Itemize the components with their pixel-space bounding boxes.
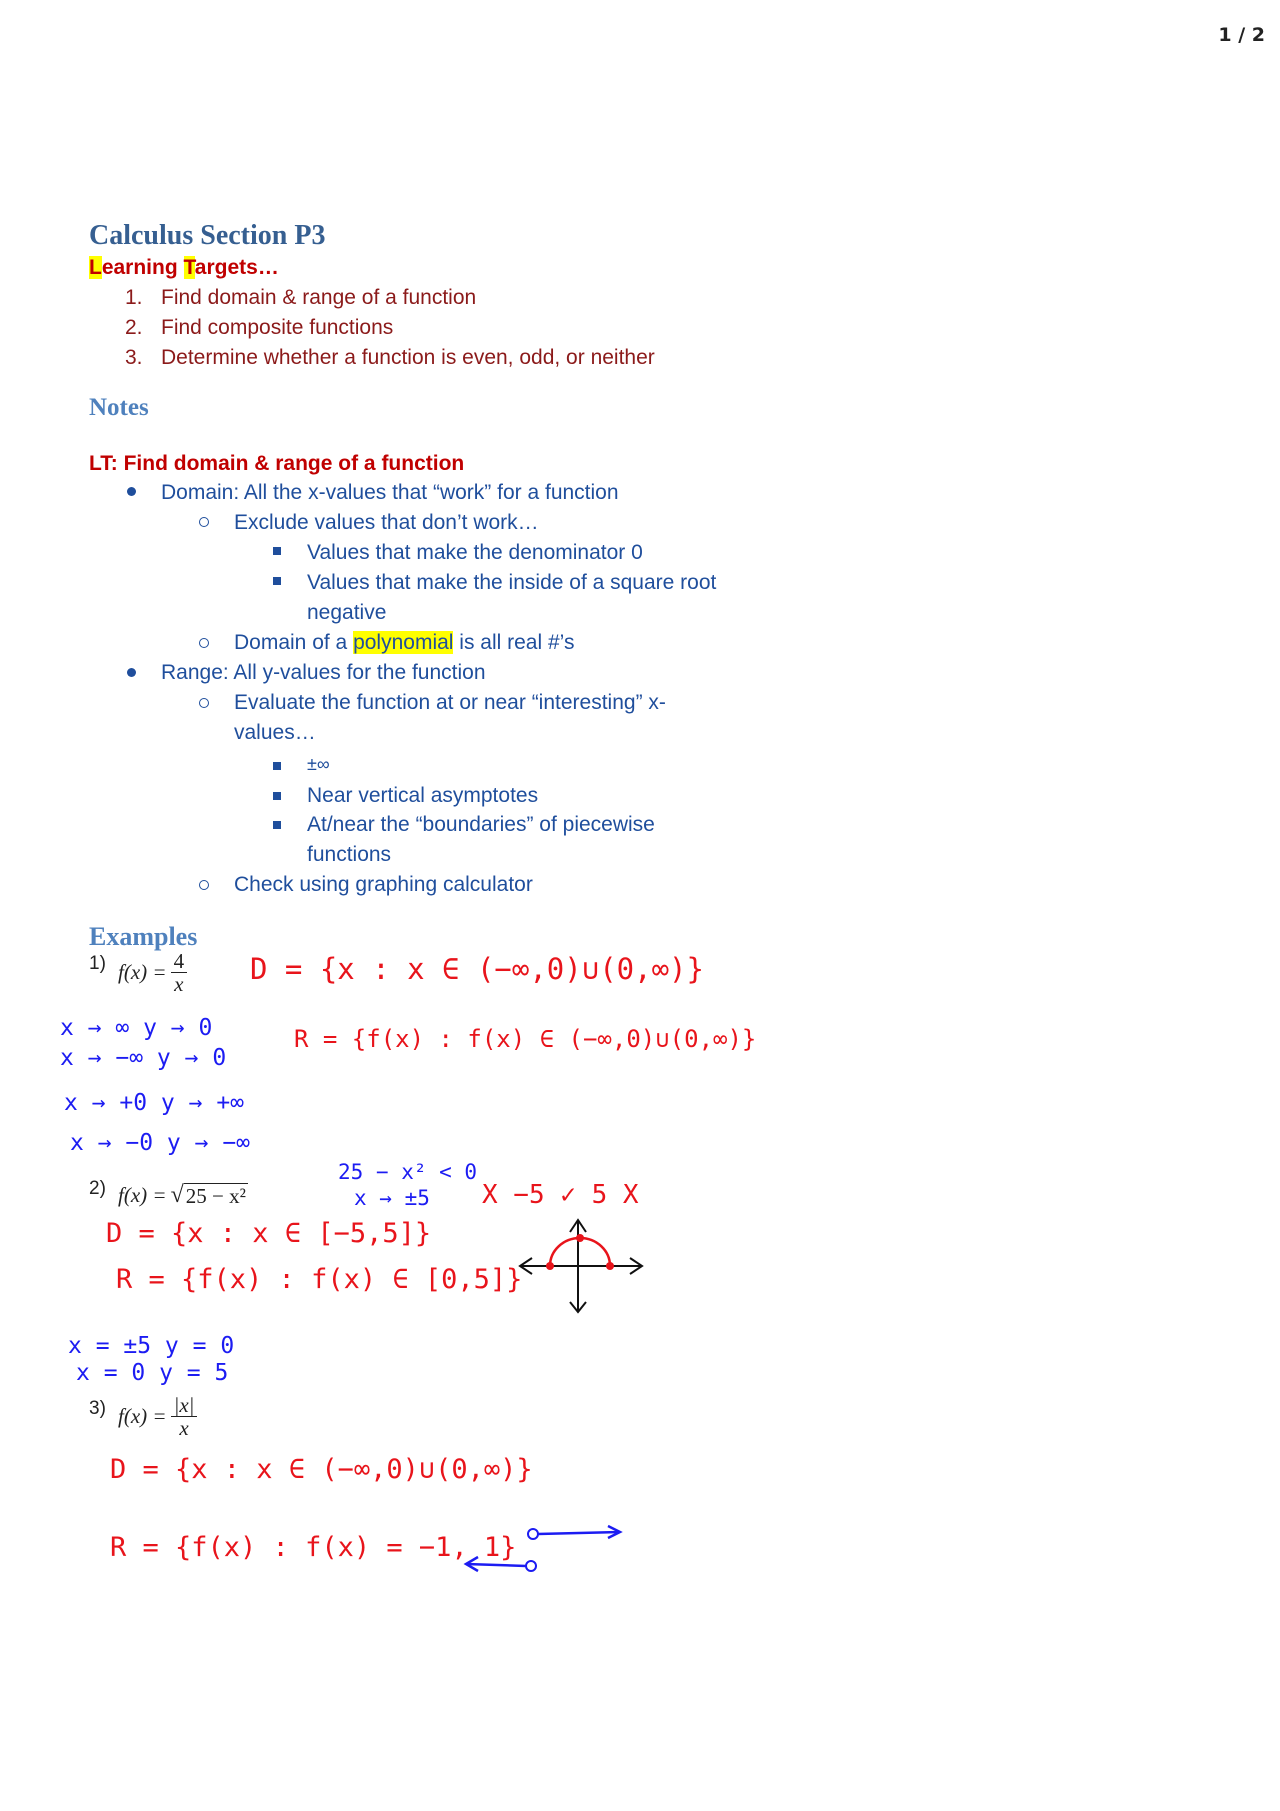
example-2-number: 2)	[89, 1178, 106, 1199]
exclude-sqrt-line1: Values that make the inside of a square root	[307, 571, 717, 594]
check-calculator: Check using graphing calculator	[234, 873, 533, 896]
ex1-note-3: x → +0 y → +∞	[64, 1090, 245, 1116]
ex1-lhs: f(x) =	[118, 960, 167, 984]
example-1-number: 1)	[89, 953, 106, 974]
ex1-range: R = {f(x) : f(x) ∈ (−∞,0)∪(0,∞)}	[294, 1025, 757, 1053]
ex2-blue-inequality: 25 − x² < 0	[338, 1160, 478, 1184]
notes-heading: Notes	[89, 394, 149, 421]
target-num-3: 3.	[125, 346, 143, 369]
range-definition: Range: All y-values for the function	[161, 661, 486, 684]
examples-heading: Examples	[89, 922, 198, 951]
eval-asymptotes: Near vertical asymptotes	[307, 784, 539, 807]
ex1-note-4: x → −0 y → −∞	[70, 1130, 251, 1156]
page-number: 1 / 2	[1218, 24, 1265, 46]
highlight-l: L	[89, 256, 102, 279]
target-num-1: 1.	[125, 286, 143, 309]
ex3-numerator: |x|	[171, 1394, 198, 1417]
ex1-domain: D = {x : x ∈ (−∞,0)∪(0,∞)}	[250, 952, 704, 986]
ex3-denominator: x	[179, 1416, 189, 1440]
exclude-denominator: Values that make the denominator 0	[307, 541, 643, 564]
ex2-lhs: f(x) =	[118, 1183, 167, 1207]
sqrt-icon: √	[170, 1182, 184, 1208]
heading-part-1: earning	[101, 256, 184, 279]
page-title: Calculus Section P3	[89, 220, 326, 251]
eval-boundaries-line1: At/near the “boundaries” of piecewise	[307, 813, 655, 836]
lt-heading: LT: Find domain & range of a function	[89, 452, 465, 475]
ex3-domain: D = {x : x ∈ (−∞,0)∪(0,∞)}	[110, 1454, 533, 1485]
poly-after: is all real #’s	[453, 631, 575, 654]
ex3-lhs: f(x) =	[118, 1404, 167, 1428]
step-graph-icon	[466, 1526, 620, 1571]
ex2-domain: D = {x : x ∈ [−5,5]}	[106, 1218, 432, 1249]
exclude-sqrt-line2: negative	[307, 601, 387, 624]
target-num-2: 2.	[125, 316, 143, 339]
poly-highlight: polynomial	[353, 631, 454, 654]
target-3: Determine whether a function is even, odd, or neither	[161, 346, 655, 369]
target-2: Find composite functions	[161, 316, 394, 339]
ex2-blue-boundary: x → ±5	[354, 1186, 430, 1210]
ex2-note-2: x = 0 y = 5	[76, 1360, 229, 1386]
target-1: Find domain & range of a function	[161, 286, 477, 309]
semicircle-graph-icon	[520, 1220, 642, 1312]
highlight-t: T	[183, 256, 195, 279]
evaluate-line1: Evaluate the function at or near “interesting” x-	[234, 691, 666, 714]
ex2-radicand: 25 − x²	[185, 1183, 246, 1208]
eval-boundaries-line2: functions	[307, 843, 392, 866]
example-3-number: 3)	[89, 1398, 106, 1419]
heading-part-2: argets…	[194, 256, 279, 279]
ex1-note-2: x → −∞ y → 0	[60, 1045, 227, 1071]
ex2-sign-check: X −5 ✓ 5 X	[482, 1180, 639, 1210]
ex2-note-1: x = ±5 y = 0	[68, 1333, 235, 1359]
poly-before: Domain of a	[234, 631, 354, 654]
ex1-note-1: x → ∞ y → 0	[60, 1015, 213, 1041]
ex1-numerator: 4	[171, 950, 188, 973]
evaluate-line2: values…	[234, 721, 316, 744]
domain-definition: Domain: All the x-values that “work” for a function	[161, 481, 619, 504]
exclude-text: Exclude values that don’t work…	[234, 511, 539, 534]
eval-infinity: ±∞	[307, 754, 330, 774]
ex1-denominator: x	[174, 972, 184, 996]
ex2-range: R = {f(x) : f(x) ∈ [0,5]}	[116, 1264, 523, 1295]
ex3-range: R = {f(x) : f(x) = −1, 1}	[110, 1532, 517, 1563]
